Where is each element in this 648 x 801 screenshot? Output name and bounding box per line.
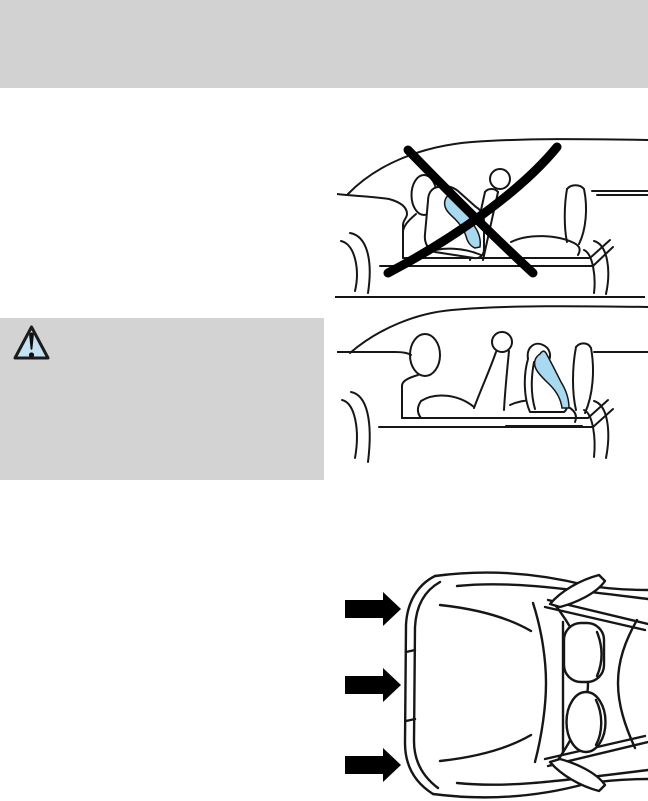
figure-child-seat-rear-correct <box>337 300 648 475</box>
impact-arrow-icon-2 <box>345 668 401 702</box>
warning-box <box>0 318 324 480</box>
driver-neck <box>403 214 416 231</box>
rear-back-right <box>567 185 586 244</box>
front-seat-top-view-2 <box>567 692 606 752</box>
front-arch-outer <box>351 392 370 462</box>
seatback-top <box>485 189 498 192</box>
headrest <box>492 332 512 352</box>
impact-arrow-icon-3 <box>345 748 401 782</box>
impact-arrow-icons <box>345 592 401 782</box>
cushion-top <box>421 395 474 407</box>
headrest <box>490 169 510 189</box>
header-band <box>0 0 648 88</box>
windshield-top-arc <box>618 620 637 748</box>
hood-line <box>337 352 411 355</box>
roof-line <box>350 306 648 353</box>
rear-seat <box>508 185 586 258</box>
cowl-line <box>402 375 418 418</box>
rear-back-left <box>573 347 576 410</box>
seatback-rear <box>504 351 509 410</box>
figure-frontal-impact-top-view <box>337 565 648 801</box>
header-band-fill <box>0 0 648 88</box>
impact-arrow-icon-1 <box>345 592 401 626</box>
roof-line <box>348 139 648 194</box>
rear-back-left <box>565 189 567 242</box>
front-arch-outer <box>350 233 370 293</box>
hood-line-lower <box>440 735 531 761</box>
figure-divider-line <box>335 296 645 298</box>
cushion-front <box>418 401 421 418</box>
seatback-front <box>474 352 496 408</box>
body-top-inner <box>457 584 648 599</box>
exclamation-dot <box>29 352 34 357</box>
front-seat-empty <box>418 332 512 418</box>
driver-figure <box>410 334 440 376</box>
front-arch-inner <box>342 400 357 458</box>
bumper-inner <box>414 582 440 788</box>
hood-cowl-line <box>337 194 407 258</box>
driver-head <box>410 334 440 376</box>
rear-cushion <box>511 236 580 255</box>
front-arch-inner <box>341 241 357 291</box>
cowl-arc <box>533 603 546 762</box>
hood-line-upper <box>440 605 531 631</box>
bumper-outer <box>405 576 435 794</box>
figure-child-seat-front-prohibited <box>337 130 648 297</box>
car-side-outline <box>337 306 648 462</box>
rear-back-right <box>576 343 593 413</box>
warning-box-fill <box>0 318 324 480</box>
child-seat-rear <box>525 344 569 412</box>
body-bottom-inner <box>457 770 648 785</box>
car-top-outline <box>405 573 648 798</box>
